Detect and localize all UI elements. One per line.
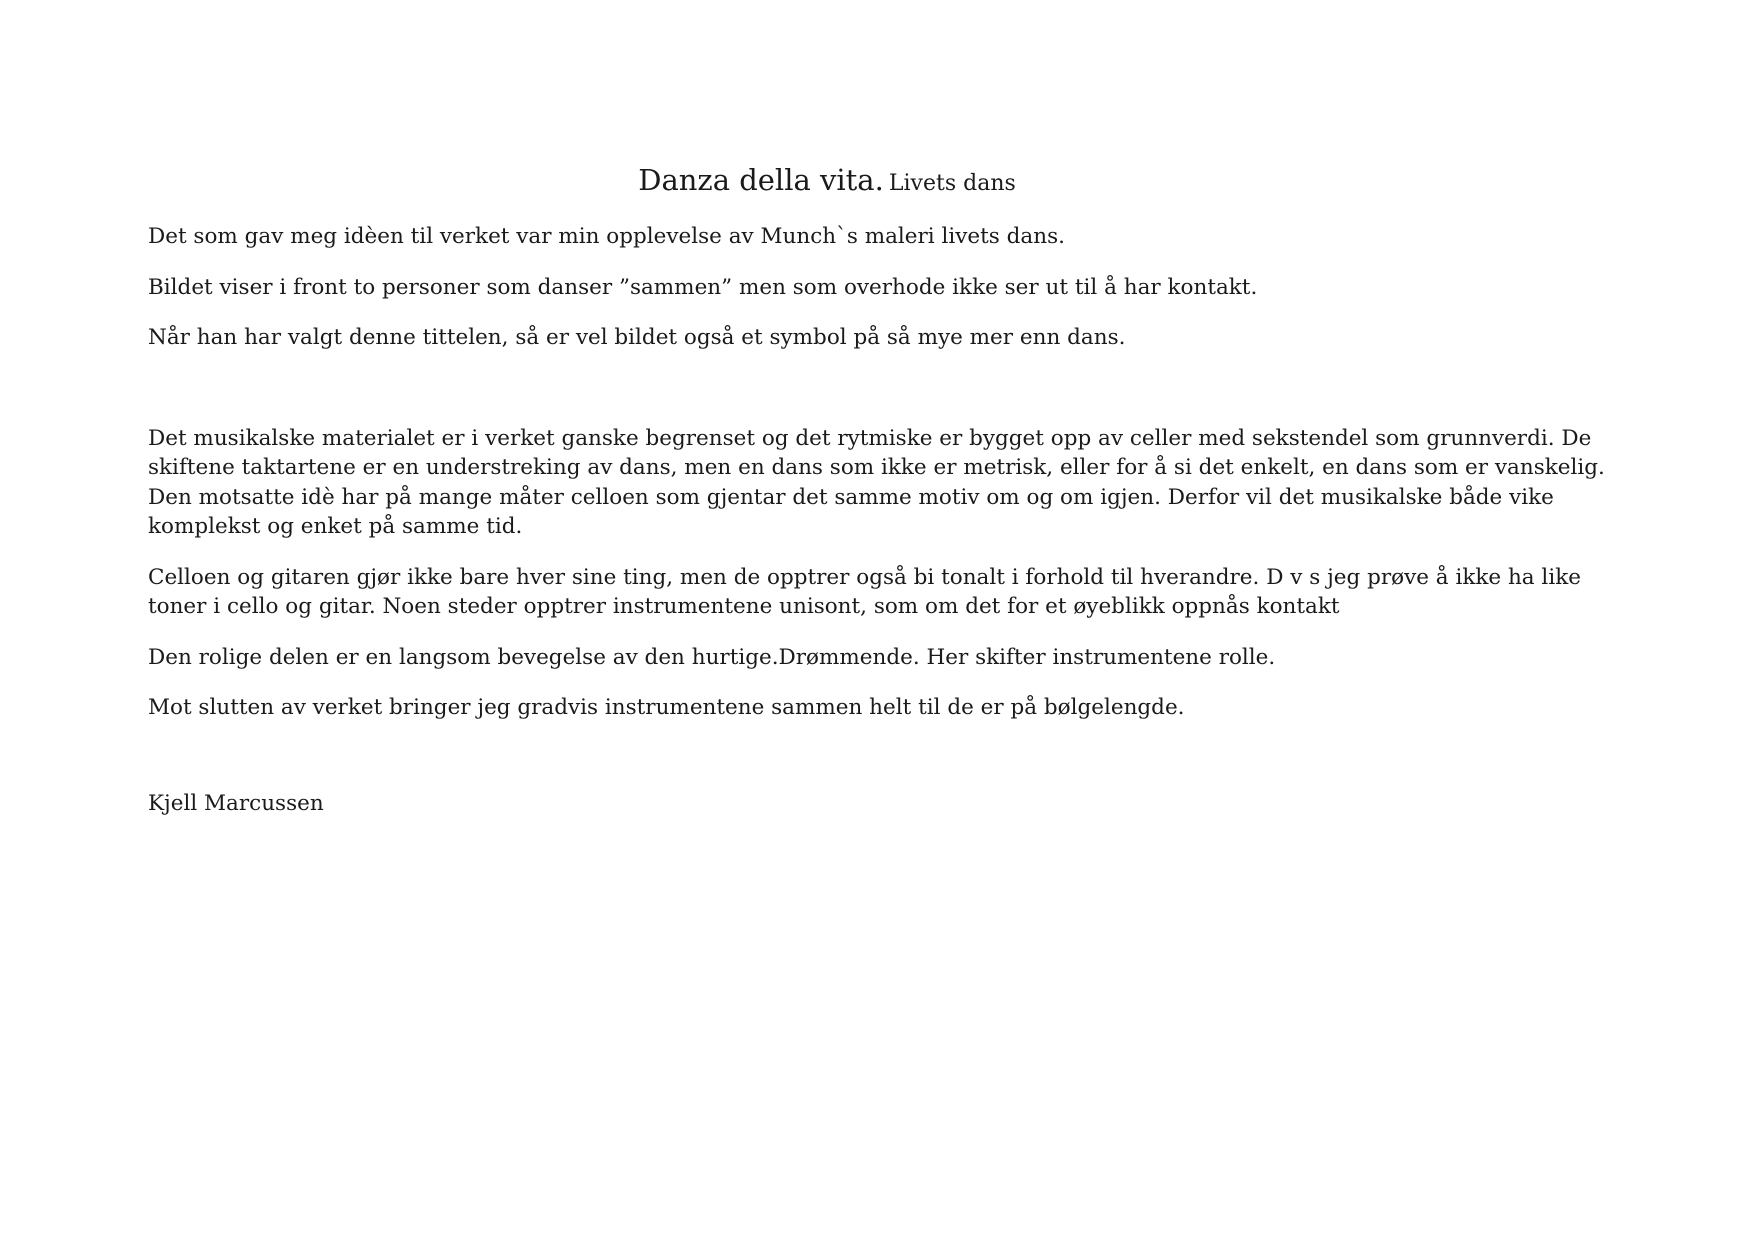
title-subtitle: Livets dans [888,171,1016,196]
document-body [148,222,1618,723]
signature: Kjell Marcussen [148,791,324,816]
paragraph-2: Bildet viser i front to personer som danser ”sammen” men som overhode ikke ser ut til å har kontakt. [148,274,1258,300]
paragraph-1: Det som gav meg idèen til verket var min opplevelse av Munch`s maleri livets dans. [148,224,1065,249]
document-title [0,163,1654,197]
paragraph-6: Den rolige delen er en langsom bevegelse av den hurtige.Drømmende. Her skifter instrumentene rolle. [148,644,1276,670]
paragraph-4: Det musikalske materialet er i verket ganske begrenset og det rytmiske er bygget opp av celler med sekstendel som grunnverdi. De skiftene taktartene er en understreking av dans, men en dans som ikke er metrisk, eller for å si det enkelt, en dans som er vanskelig. Den motsatte idè har på mange måter celloen som gjentar det samme motiv om og om igjen. Derfor vil det musikalske både vike komplekst og enket på samme tid. [148,425,1605,539]
paragraph-3: Når han har valgt denne tittelen, så er vel bildet også et symbol på så mye mer enn dans. [148,325,1126,350]
paragraph-5: Celloen og gitaren gjør ikke bare hver sine ting, men de opptrer også bi tonalt i forhold til hverandre. D v s jeg prøve å ikke ha like toner i cello og gitar. Noen steder opptrer instrumentene unisont, som om det for et øyeblikk oppnås kontakt [148,564,1581,619]
title-main: Danza della vita. [638,163,884,197]
paragraph-7: Mot slutten av verket bringer jeg gradvis instrumentene sammen helt til de er på bølgelengde. [148,695,1185,720]
